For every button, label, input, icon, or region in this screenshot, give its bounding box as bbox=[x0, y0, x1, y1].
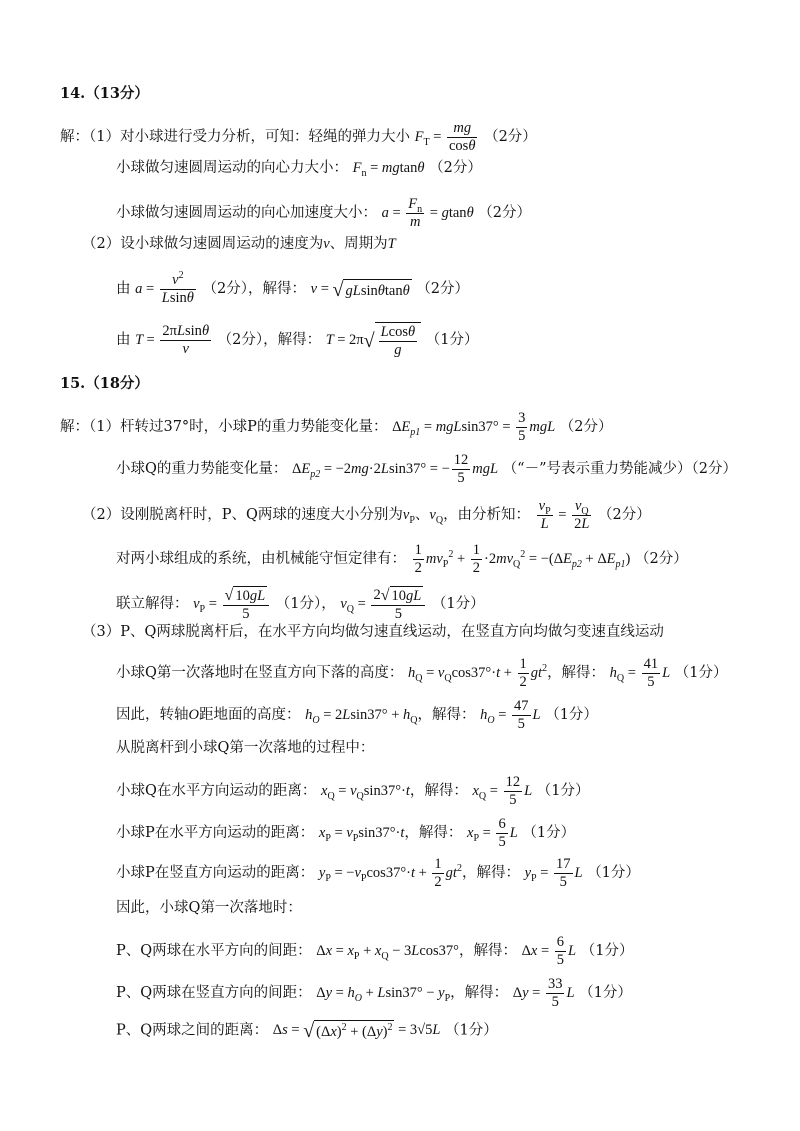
formula-tension: $F_T$ = $\frac{mg}{\cos\theta}$ bbox=[414, 120, 476, 154]
q15-line-8: 因此，转轴O距地面的高度： $h_O = 2Lsin37^\circ + h_Q$，解得： $h_O$ = $\frac{47}{5}$ L （1分） bbox=[116, 698, 598, 732]
formula-dy-result: Δy = $\frac{33}{5}$ L bbox=[512, 976, 575, 1010]
q14-line-2: 小球做匀速圆周运动的向心力大小： $F_n = mgtan\theta$ （2分） bbox=[116, 160, 482, 179]
q14-line-4: （2）设小球做匀速圆周运动的速度为v、周期为T bbox=[82, 236, 396, 252]
q15-line-16: P、Q两球之间的距离： Δs = √ $(\Delta x)^2 + (\Delta y)^2 = 3√5L$ （1分） bbox=[116, 1020, 498, 1042]
q15-line-1: 解：（1）杆转过37°时，小球P的重力势能变化量： $\Delta E_{p1} = mgLsin37^\circ$ = $\frac{3}{5}$ mgL （2分） bbox=[60, 410, 613, 444]
score-label: （1分） bbox=[580, 942, 634, 959]
part-label: （2） bbox=[82, 506, 121, 523]
formula-yp-result: $y_P$ = $\frac{17}{5}$ L bbox=[524, 856, 583, 890]
formula-centripetal-accel: a = $\frac{F_n}{m}$ = gtanθ bbox=[381, 196, 474, 230]
q15-line-12: 小球P在竖直方向运动的距离： $y_P = -v_P\cos 37^\circ\cdot t$ + $\frac{1}{2}$ $gt^2$，解得： $y_P$ = $\frac{17}{5}$ L （1分） bbox=[116, 856, 640, 890]
solution-prefix: 解： bbox=[60, 128, 89, 145]
formula-yp: $y_P = -v_P\cos 37^\circ\cdot t$ + $\frac{1}{2}$ $gt^2$ bbox=[318, 856, 462, 890]
part-label: （2） bbox=[82, 236, 121, 252]
q14-line-3: 小球做匀速圆周运动的向心加速度大小： a = $\frac{F_n}{m}$ = gtanθ （2分） bbox=[116, 196, 532, 230]
formula-velocity-ratio: $\frac{v_P}{L}$ = $\frac{v_Q}{2L}$ bbox=[538, 498, 590, 532]
score-label: （2分） bbox=[634, 550, 688, 567]
formula-xq: $x_Q = v_Q\sin 37^\circ\cdot t$ bbox=[321, 782, 410, 802]
score-label: （1分） bbox=[445, 1022, 498, 1039]
solution-prefix: 解： bbox=[60, 418, 89, 435]
q15-line-7: 小球Q第一次落地时在竖直方向下落的高度： $h_Q = v_Q\cos 37^\circ\cdot t$ + $\frac{1}{2}$ $gt^2$，解得： $h_Q$ = $\frac{41}{5}$ L （1分） bbox=[116, 656, 728, 690]
score-label: （2分） bbox=[559, 418, 613, 435]
q15-line-9: 从脱离杆到小球Q第一次落地的过程中： bbox=[116, 740, 375, 756]
formula-centripetal-force: $F_n = mgtan\theta$ bbox=[352, 160, 425, 179]
formula-xq-result: $x_Q$ = $\frac{12}{5}$ L bbox=[472, 774, 533, 808]
score-label: （1分） bbox=[587, 864, 640, 881]
part-label: （1） bbox=[89, 418, 120, 435]
q15-line-6: （3）P、Q两球脱离杆后，在水平方向均做匀速直线运动，在竖直方向均做匀变速直线运动 bbox=[82, 624, 664, 640]
formula-hq: $h_Q = v_Q\cos 37^\circ\cdot t$ + $\frac{1}{2}$ $gt^2$ bbox=[408, 656, 548, 690]
formula-vq-result: $v_Q$ = $\frac{2√ 10gL}{5}$ bbox=[340, 596, 427, 612]
score-label: （2分） bbox=[484, 128, 537, 145]
formula-dx: $\Delta x = x_P + x_Q - 3Lcos37^\circ$ bbox=[316, 942, 459, 962]
q14-line-6: 由 T = $\frac{2\pi Lsin\theta}{v}$ （2分），解得： T = 2π√ $\frac{Lcos\theta}{g}$ （1分） bbox=[116, 323, 479, 358]
score-label: （2分） bbox=[598, 506, 651, 523]
score-label: （2分） bbox=[478, 204, 532, 221]
score-label: （1分） bbox=[674, 664, 728, 681]
formula-ho: $h_O = 2Lsin37^\circ + h_Q$ bbox=[305, 706, 418, 726]
q15-line-3: （2）设刚脱离杆时，P、Q两球的速度大小分别为$v_P$、$v_Q$，由分析知： $\frac{v_P}{L}$ = $\frac{v_Q}{2L}$ （2分） bbox=[82, 498, 651, 532]
score-label: （1分）， bbox=[275, 595, 336, 612]
score-label: （1分） bbox=[536, 782, 590, 799]
q15-line-4: 对两小球组成的系统，由机械能守恒定律有： $\frac{1}{2}$ $mv_P^2$ + $\frac{1}{2}$ $\cdot 2mv_Q^2 = -(\Delta E_{p2} + \Delta E_{p1})$ （2分） bbox=[116, 542, 688, 576]
part-label: （1） bbox=[89, 128, 120, 145]
q15-line-2: 小球Q的重力势能变化量： $\Delta E_{p2} = -2mg\cdot 2Lsin37^\circ$ = − $\frac{12}{5}$ mgL （“－”号表示重力势能减少）（2分） bbox=[116, 452, 737, 486]
q15-line-14: P、Q两球在水平方向的间距： $\Delta x = x_P + x_Q - 3Lcos37^\circ$，解得： Δx = $\frac{6}{5}$ L （1分） bbox=[116, 934, 634, 968]
score-label: （2分） bbox=[416, 280, 470, 297]
formula-ho-result: $h_O$ = $\frac{47}{5}$ L bbox=[480, 698, 541, 732]
formula-ds: Δs = √ $(\Delta x)^2 + (\Delta y)^2 = 3√5L$ bbox=[272, 1020, 441, 1042]
formula-ep1: $\Delta E_{p1} = mgLsin37^\circ$ = $\frac{3}{5}$ mgL bbox=[392, 410, 556, 444]
note-label: （“－”号表示重力势能减少）（2分） bbox=[502, 460, 737, 477]
q14-line-5: 由 a = $\frac{v^2}{Lsin\theta}$ （2分），解得： v = √ gLsinθtanθ （2分） bbox=[116, 270, 470, 306]
part-label: （3） bbox=[82, 624, 121, 640]
formula-hq-result: $h_Q$ = $\frac{41}{5}$ L bbox=[609, 656, 671, 690]
formula-dy: $\Delta y = h_O + Lsin37^\circ - y_P$ bbox=[316, 984, 451, 1004]
formula-v-result: v = √ gLsinθtanθ bbox=[310, 278, 410, 301]
formula-accel-v: a = $\frac{v^2}{Lsin\theta}$ bbox=[135, 270, 194, 306]
score-label: （1分） bbox=[579, 984, 632, 1001]
q15-line-5: 联立解得： $v_P$ = $\frac{√ 10gL}{5}$ （1分）， $v_Q$ = $\frac{2√ 10gL}{5}$ （1分） bbox=[116, 586, 485, 622]
q15-header: 15.（18分） bbox=[60, 375, 149, 392]
score-label: （1分） bbox=[545, 706, 598, 723]
q15-line-13: 因此，小球Q第一次落地时： bbox=[116, 900, 302, 916]
score-label: （1分） bbox=[431, 595, 485, 612]
score-label: （1分） bbox=[522, 824, 576, 841]
formula-ep2: $\Delta E_{p2} = -2mg\cdot 2Lsin37^\circ$ = − $\frac{12}{5}$ mgL bbox=[292, 452, 499, 486]
formula-xp-result: $x_P$ = $\frac{6}{5}$ L bbox=[467, 816, 518, 850]
q14-header: 14.（13分） bbox=[60, 85, 149, 102]
q15-line-10: 小球Q在水平方向运动的距离： $x_Q = v_Q\sin 37^\circ\cdot t$，解得： $x_Q$ = $\frac{12}{5}$ L （1分） bbox=[116, 774, 590, 808]
formula-xp: $x_P = v_P\sin 37^\circ\cdot t$ bbox=[318, 824, 405, 844]
q15-line-11: 小球P在水平方向运动的距离： $x_P = v_P\sin 37^\circ\cdot t$，解得： $x_P$ = $\frac{6}{5}$ L （1分） bbox=[116, 816, 576, 850]
score-label: （2分） bbox=[429, 160, 482, 176]
q15-line-15: P、Q两球在竖直方向的间距： $\Delta y = h_O + Lsin37^\circ - y_P$，解得： Δy = $\frac{33}{5}$ L （1分） bbox=[116, 976, 632, 1010]
formula-vp-result: $v_P$ = $\frac{√ 10gL}{5}$ bbox=[193, 596, 271, 612]
formula-period-result: T = 2π√ $\frac{Lcos\theta}{g}$ bbox=[326, 332, 421, 348]
formula-energy-conservation: $\frac{1}{2}$ $mv_P^2$ + $\frac{1}{2}$ $\cdot 2mv_Q^2 = -(\Delta E_{p2} + \Delta E_{p1})$ bbox=[414, 542, 631, 576]
q14-line-1: 解：（1）对小球进行受力分析，可知：轻绳的弹力大小 $F_T$ = $\frac{mg}{\cos\theta}$ （2分） bbox=[60, 120, 537, 154]
formula-dx-result: Δx = $\frac{6}{5}$ L bbox=[521, 934, 577, 968]
score-label: （1分） bbox=[425, 331, 479, 348]
formula-period: T = $\frac{2\pi Lsin\theta}{v}$ bbox=[135, 323, 210, 357]
